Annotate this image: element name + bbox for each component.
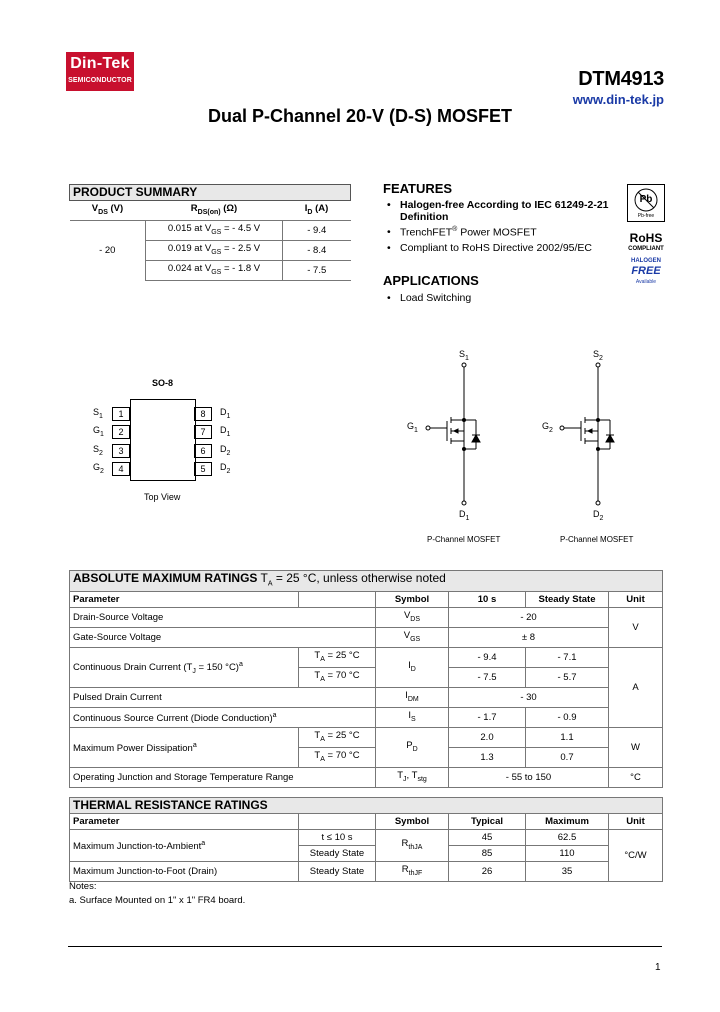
feature-trenchfet: • TrenchFET® Power MOSFET [400,226,640,239]
abs-r1-param: Drain-Source Voltage [70,608,376,628]
abs-unit-w: W [609,727,663,767]
thermal-r1-max1: 62.5 [526,830,609,846]
abs-hdr-10s: 10 s [449,592,526,608]
thermal-hdr-param: Parameter [70,814,299,830]
abs-r3-v2a: - 7.5 [449,668,526,688]
thermal-hdr-typical: Typical [449,814,526,830]
thermal-r1-typ1: 45 [449,830,526,846]
col-rds: $R_{DS(on)}$ (Ω) [146,201,283,221]
pin-8: 8 [194,407,212,421]
schematic-right-drain: $D_2$ [593,509,604,522]
pin-3: 3 [112,444,130,458]
abs-r2-sym: $V_{GS}$ [376,628,449,648]
thermal-title: THERMAL RESISTANCE RATINGS [70,798,663,814]
abs-unit-a: A [609,648,663,728]
vds-value: - 20 [70,220,146,280]
thermal-resistance-table [69,797,663,882]
pin-6: 6 [194,444,212,458]
abs-r6-v1a: 2.0 [449,727,526,747]
col-id: $I_D$ (A) [283,201,351,221]
logo-subtext: SEMICONDUCTOR [68,77,132,84]
pb-free-text: Pb-free [637,213,655,219]
thermal-hdr-max: Maximum [526,814,609,830]
available-label: Available [635,279,657,285]
thermal-r2-param: Maximum Junction-to-Foot (Drain) [70,862,299,882]
abs-r1-val: - 20 [449,608,609,628]
pin-label-s1: $S_1$ [93,407,103,420]
thermal-r2-max: 35 [526,862,609,882]
thermal-r1-max2: 110 [526,846,609,862]
features-title: FEATURES [383,181,453,196]
rohs-compliant: COMPLIANT [628,246,664,252]
id-row-3: - 7.5 [283,260,351,280]
id-row-1: - 9.4 [283,220,351,240]
application-load-switching: • Load Switching [400,292,600,304]
pin-label-d1b: $D_1$ [220,425,231,438]
product-summary-table [69,184,351,281]
abs-r6-cond2: $T_A = 70$ °C [299,747,376,767]
thermal-r1-typ2: 85 [449,846,526,862]
thermal-r1-param: Maximum Junction-to-Ambient$^a$ [70,830,299,862]
abs-r7-val: - 55 to 150 [449,767,609,787]
abs-r1-sym: $V_{DS}$ [376,608,449,628]
thermal-unit: °C/W [609,830,663,882]
free-label: FREE [631,265,661,277]
rds-row-1: 0.015 at $V_{GS}$ = - 4.5 V [146,220,283,240]
package-body [130,399,196,481]
abs-r4-param: Pulsed Drain Current [70,687,376,707]
thermal-hdr-cond [299,814,376,830]
abs-hdr-steady: Steady State [526,592,609,608]
halogen-label: HALOGEN [631,258,661,264]
abs-r6-param: Maximum Power Dissipation$^a$ [70,727,299,767]
rds-row-3: 0.024 at $V_{GS}$ = - 1.8 V [146,260,283,280]
id-row-2: - 8.4 [283,240,351,260]
package-name: SO-8 [152,378,174,388]
thermal-r1-sym: $R_{thJA}$ [376,830,449,862]
schematic-right-caption: P-Channel MOSFET [560,535,634,544]
absolute-max-ratings-table [69,570,663,788]
pb-label: Pb [639,194,653,205]
abs-r4-sym: $I_{DM}$ [376,687,449,707]
mosfet-schematics [400,345,670,555]
schematic-right-gate: $G_2$ [542,421,553,434]
company-logo [66,52,134,91]
abs-r5-vb: - 0.9 [526,707,609,727]
abs-r3-cond2: $T_A = 70$ °C [299,668,376,688]
product-summary-title: PRODUCT SUMMARY [70,185,351,201]
thermal-r2-typ: 26 [449,862,526,882]
thermal-r2-cond: Steady State [299,862,376,882]
pin-label-d2b: $D_2$ [220,462,231,475]
pin-label-d2a: $D_2$ [220,444,231,457]
pin-label-g2: $G_2$ [93,462,104,475]
pin-4: 4 [112,462,130,476]
logo-text: Din-Tek [70,55,130,72]
abs-r6-cond1: $T_A = 25$ °C [299,727,376,747]
schematic-left-gate: $G_1$ [407,421,418,434]
pin-label-d1a: $D_1$ [220,407,231,420]
rohs-label: RoHS [629,231,663,245]
thermal-hdr-unit: Unit [609,814,663,830]
abs-hdr-unit: Unit [609,592,663,608]
pin-5: 5 [194,462,212,476]
abs-r3-param: Continuous Drain Current ($T_J = 150$ °C)$^a$ [70,648,299,688]
pin-1: 1 [112,407,130,421]
abs-unit-v: V [609,608,663,648]
pin-7: 7 [194,425,212,439]
thermal-r2-sym: $R_{thJF}$ [376,862,449,882]
abs-r3-v1a: - 9.4 [449,648,526,668]
thermal-r1-cond2: Steady State [299,846,376,862]
abs-r3-cond1: $T_A = 25$ °C [299,648,376,668]
footer-divider [68,946,662,947]
schematic-left-caption: P-Channel MOSFET [427,535,501,544]
abs-r6-v2b: 0.7 [526,747,609,767]
abs-r7-param: Operating Junction and Storage Temperature Range [70,767,376,787]
abs-r5-param: Continuous Source Current (Diode Conduction)$^a$ [70,707,376,727]
part-number: DTM4913 [578,68,664,90]
abs-r6-sym: $P_D$ [376,727,449,767]
pin-2: 2 [112,425,130,439]
pin-label-s2: $S_2$ [93,444,103,457]
schematic-left-drain: $D_1$ [459,509,470,522]
mosfet-schematic-drawing [400,345,670,555]
abs-r5-sym: $I_S$ [376,707,449,727]
schematic-left-source: $S_1$ [459,349,469,362]
abs-hdr-symbol: Symbol [376,592,449,608]
schematic-right-source: $S_2$ [593,349,603,362]
applications-title: APPLICATIONS [383,273,479,288]
thermal-hdr-symbol: Symbol [376,814,449,830]
abs-r6-v2a: 1.3 [449,747,526,767]
page-number: 1 [655,962,661,973]
abs-max-title: ABSOLUTE MAXIMUM RATINGS $T_A = 25$ °C, unless otherwise noted [70,571,663,592]
rds-row-2: 0.019 at $V_{GS}$ = - 2.5 V [146,240,283,260]
abs-hdr-param: Parameter [70,592,299,608]
note-a: a. Surface Mounted on 1" x 1" FR4 board. [69,895,246,906]
pb-free-icon [627,184,665,222]
notes-title: Notes: [69,881,97,892]
abs-r6-v1b: 1.1 [526,727,609,747]
feature-rohs: • Compliant to RoHS Directive 2002/95/EC [400,242,640,254]
thermal-r1-cond1: t ≤ 10 s [299,830,376,846]
pin-label-g1: $G_1$ [93,425,104,438]
abs-r3-sym: $I_D$ [376,648,449,688]
abs-r7-unit: °C [609,767,663,787]
col-vds: $V_{DS}$ (V) [70,201,146,221]
document-title: Dual P-Channel 20-V (D-S) MOSFET [207,106,513,126]
abs-r7-sym: $T_J$, $T_{stg}$ [376,767,449,787]
abs-r5-va: - 1.7 [449,707,526,727]
abs-r3-v1b: - 7.1 [526,648,609,668]
features-list [383,199,640,257]
abs-r4-val: - 30 [449,687,609,707]
abs-r2-param: Gate-Source Voltage [70,628,376,648]
applications-list [383,292,600,307]
website-link[interactable]: www.din-tek.jp [572,92,664,107]
abs-r3-v2b: - 5.7 [526,668,609,688]
feature-halogen: • Halogen-free According to IEC 61249-2-21 Definition [400,199,640,223]
package-view-label: Top View [144,492,181,502]
abs-r2-val: ± 8 [449,628,609,648]
abs-hdr-cond [299,592,376,608]
